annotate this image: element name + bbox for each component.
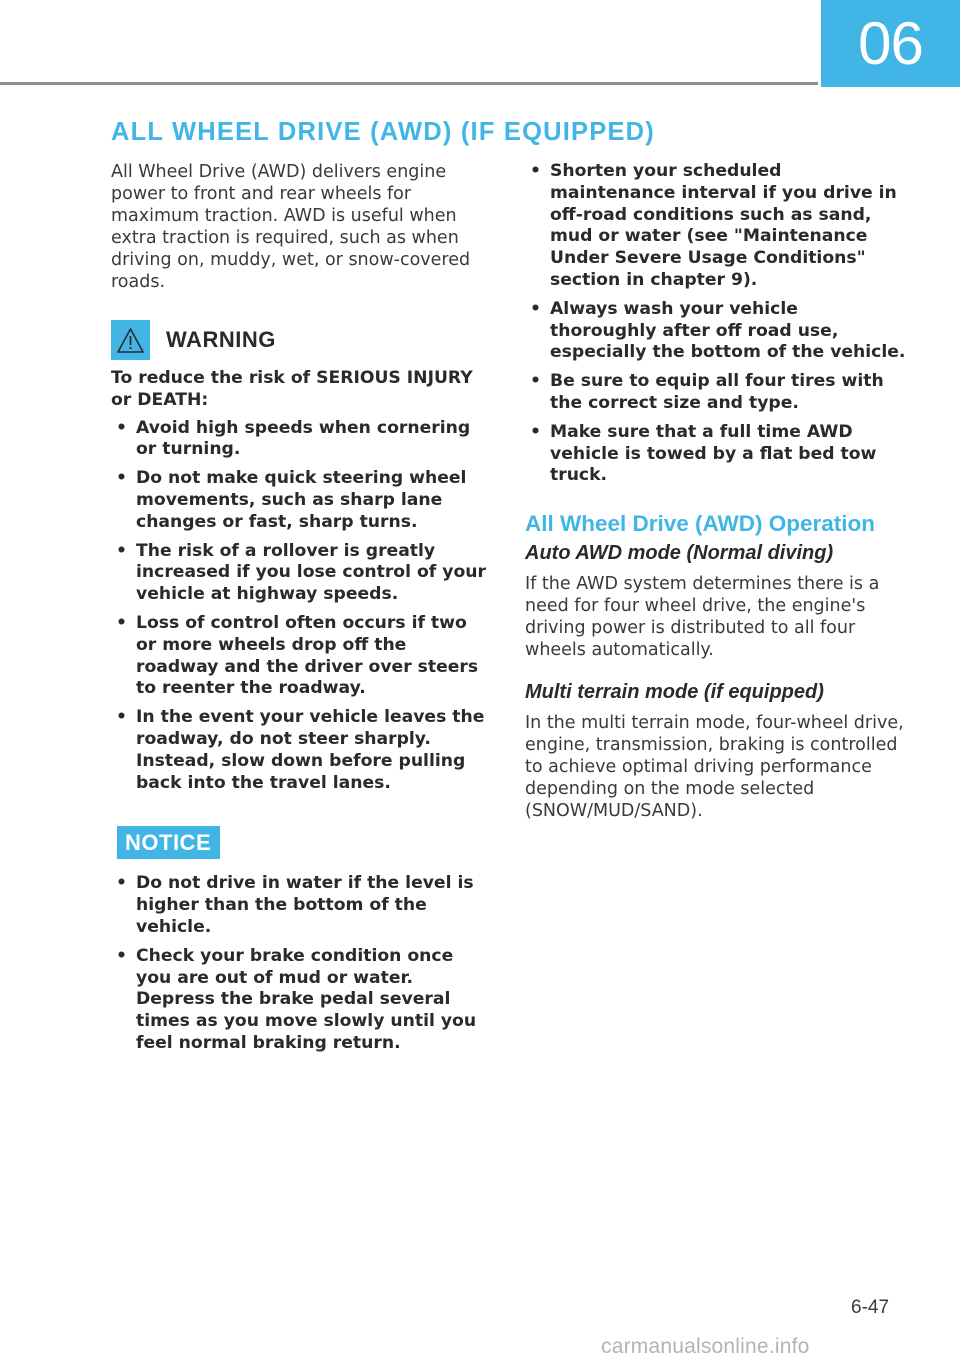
warning-label: WARNING xyxy=(166,327,276,352)
caution-item: • Be sure to equip all four tires with the correct size and type. xyxy=(525,371,910,415)
multi-terrain-paragraph: In the multi terrain mode, four-wheel drive, engine, transmission, braking is controlled to achieve optimal driving performance depending on the mode selected (SNOW/MUD/SAND). xyxy=(525,713,904,822)
caution-list xyxy=(525,161,910,487)
auto-awd-paragraph: If the AWD system determines there is a need for four wheel drive, the engine's driving power is distributed to all four wheels automatically. xyxy=(525,574,880,661)
chapter-tab xyxy=(821,0,960,87)
chapter-number: 06 xyxy=(858,10,923,77)
multi-terrain-heading: Multi terrain mode (if equipped) xyxy=(525,681,824,704)
warning-lead: To reduce the risk of SERIOUS INJURY or DEATH: xyxy=(111,368,473,410)
caution-item: • Always wash your vehicle thoroughly after off road use, especially the bottom of the vehicle. xyxy=(525,299,910,364)
notice-item: • Do not drive in water if the level is higher than the bottom of the vehicle. xyxy=(111,873,491,938)
page-number: 6-47 xyxy=(851,1297,890,1318)
auto-awd-heading: Auto AWD mode (Normal diving) xyxy=(525,542,834,565)
section-title: ALL WHEEL DRIVE (AWD) (IF EQUIPPED) xyxy=(111,118,655,146)
operation-heading: All Wheel Drive (AWD) Operation xyxy=(525,511,876,537)
header-rule xyxy=(0,82,818,85)
warning-item: • Avoid high speeds when cornering or turning. xyxy=(111,418,491,462)
notice-item: • Check your brake condition once you are out of mud or water. Depress the brake pedal several times as you move slowly until you feel normal braking return. xyxy=(111,946,491,1055)
right-column xyxy=(525,161,910,822)
warning-item: • Do not make quick steering wheel movements, such as sharp lane changes or fast, sharp turns. xyxy=(111,468,491,533)
watermark: carmanualsonline.info xyxy=(601,1335,810,1358)
warning-list xyxy=(111,418,491,795)
notice-badge: NOTICE xyxy=(117,826,220,859)
caution-item: • Shorten your scheduled maintenance interval if you drive in off-road conditions such as sand, mud or water (see "Maintenance Under Severe Usage Conditions" section in chapter 9). xyxy=(525,161,910,292)
intro-paragraph: All Wheel Drive (AWD) delivers engine power to front and rear wheels for maximum traction. AWD is useful when extra traction is required, such as when driving on, muddy, wet, or snow-covered roads. xyxy=(111,162,471,292)
notice-list xyxy=(111,873,491,1054)
warning-item: • In the event your vehicle leaves the roadway, do not steer sharply. Instead, slow down before pulling back into the travel lanes. xyxy=(111,707,491,794)
warning-header xyxy=(111,320,491,360)
caution-item: • Make sure that a full time AWD vehicle is towed by a flat bed tow truck. xyxy=(525,422,910,487)
warning-item: • The risk of a rollover is greatly increased if you lose control of your vehicle at highway speeds. xyxy=(111,541,491,606)
warning-triangle-icon xyxy=(111,320,150,360)
left-column xyxy=(111,161,491,1062)
warning-item: • Loss of control often occurs if two or more wheels drop off the roadway and the driver over steers to reenter the roadway. xyxy=(111,613,491,700)
